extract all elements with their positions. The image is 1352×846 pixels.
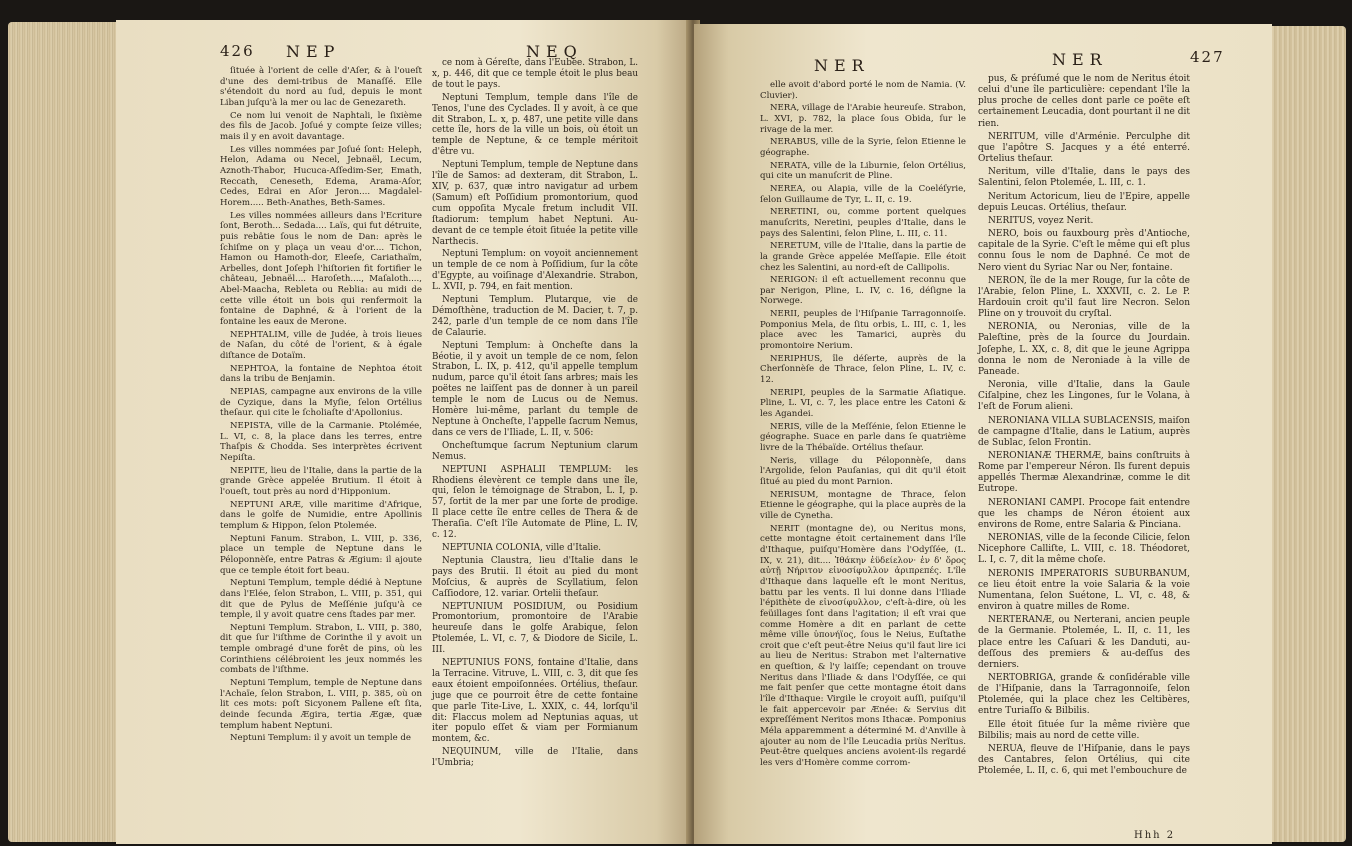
- paragraph: ſituée à l'orient de celle d'Aſer, & à l'oueſt d'une des demi-tribus de Manaſſé. Elle s'étendoit du nord au ſud, depuis le mont Liban juſqu'à la mer ou lac de Genezareth.: [220, 66, 422, 108]
- paragraph: ce nom à Géreſte, dans l'Eubée. Strabon, L. x, p. 446, dit que ce temple étoit le plus beau de tout le pays.: [432, 58, 638, 90]
- paragraph: Neptunia Claustra, lieu d'Italie dans le pays des Brutii. Il étoit au pied du mont Moſcius, & auprès de Scyllatium, ſelon Caſſiodore, 12. variar. Ortelii theſaur.: [432, 555, 638, 599]
- paragraph: NERITUM, ville d'Arménie. Perculphe dit que l'apôtre S. Jacques y a été enterré. Ortelius theſaur.: [978, 131, 1190, 165]
- paragraph: NEPTUNIUS FONS, fontaine d'Italie, dans la Terracine. Vitruve, L. VIII, c. 3, dit que ſes eaux étoient empoiſonnées. Ortélius, theſaur. juge que ce pourroit être de cette fontaine que parle Tite-Live, L. XXIX, c. 44, lorſqu'il dit: Flaccus molem ad Neptunias aquas, ut iter populo eſſet & viam per Formianum montem, &c.: [432, 658, 638, 745]
- paragraph: NERETUM, ville de l'Italie, dans la partie de la grande Grèce appelée Meſſapie. Elle étoit chez les Salentini, au nord-eſt de Callipolis.: [760, 241, 966, 273]
- signature-mark: Hhh 2: [1134, 830, 1176, 841]
- paragraph: NEPTUNI ARÆ, ville maritime d'Afrique, dans le golfe de Numidie, entre Apollinis templum & Hippon, ſelon Ptolemée.: [220, 499, 422, 531]
- right-column-2: [978, 74, 1190, 779]
- paragraph: NERATA, ville de la Liburnie, ſelon Ortélius, qui cite un manuſcrit de Pline.: [760, 160, 966, 182]
- right-page-header-left: NER: [814, 56, 870, 75]
- paragraph: NERONIANI CAMPI. Procope fait entendre que les champs de Néron étoient aux environs de Rome, entre Salaria & Pinciana.: [978, 497, 1190, 530]
- paragraph: NEPHTALIM, ville de Judée, à trois lieues de Naſan, du côté de l'orient, & à égale diſtance de Dotaïm.: [220, 329, 422, 362]
- paragraph: Elle étoit ſituée ſur la même rivière que Bilbilis; mais au nord de cette ville.: [978, 719, 1190, 741]
- paragraph: Neritum, ville d'Italie, dans le pays des Salentini, ſelon Ptolemée, L. III, c. 1.: [978, 167, 1190, 189]
- right-page-number: 427: [1190, 48, 1225, 66]
- paragraph: Oncheſtumque ſacrum Neptunium clarum Nemus.: [432, 440, 638, 462]
- paragraph: NERIT (montagne de), ou Neritus mons, cette montagne étoit certainement dans l'île d'Ithaque, puiſqu'Homère dans l'Odyſſée, (L. IX, v. 21), dit.... Ἰθάκην ἐϋδείελον· ἐν δ' ὄρος αὐτῇ Νήριτον εἰνοσίφυλλον ἀριπρεπές. L'île d'Ithaque dans laquelle eſt le mont Neritus, battu par les vents. Il lui donne dans l'Iliade l'épithète de εἰνοσίφυλλον, c'eſt-à-dire, où les feüillages ſont dans l'agitation; il eſt vrai que comme Homère a dit en parlant de cette même ville ὑπονήϊος, ſous le Neius, Euſtathe croit que c'eſt peut-être Neius qu'il faut lire ici au lieu de Neritus: Strabon met l'alternative en queſtion, & l'y laiſſe; cependant on trouve Neritus dans l'Iliade & dans l'Odyſſée, ce qui me fait penſer que cette montagne étoit dans l'île d'Ithaque: Virgile le croyoit auſſi, puiſqu'il le fait appercevoir par Ænée: & Servius dit expreſſément Neritos mons Ithacæ. Pomponius Méla apparemment a déterminé M. d'Anville à ajouter au nom de l'île Leucadia priùs Nerĭtus. Peut-être quelques anciens avoient-ils regardé les vers d'Homère comme corrom-: [760, 523, 966, 769]
- left-page: [116, 20, 691, 844]
- paragraph: NERONIANA VILLA SUBLACENSIS, maiſon de campagne d'Italie, dans le Latium, auprès de Sublac, ſelon Frontin.: [978, 415, 1190, 448]
- paragraph: NEPTUNI ASPHALII TEMPLUM: les Rhodiens élevèrent ce temple dans une île, qui, ſelon le témoignage de Strabon, L. I, p. 57, ſortit de la mer par une ſorte de prodige. Il place cette île entre celles de Thera & de Theraſia. C'eſt l'île Automate de Pline, L. IV, c. 12.: [432, 464, 638, 541]
- paragraph: NERA, village de l'Arabie heureuſe. Strabon, L. XVI, p. 782, la place ſous Obida, ſur le rivage de la mer.: [760, 103, 966, 135]
- paragraph: NERII, peuples de l'Hiſpanie Tarragonnoiſe. Pomponius Mela, de ſitu orbis, L. III, c. 1, les place avec les Tamarici, auprès du promontoire Nerium.: [760, 309, 966, 352]
- paragraph: Neptuni Templum. Plutarque, vie de Démoſthène, traduction de M. Dacier, t. 7, p. 242, parle d'un temple de ce nom dans l'île de Calaurie.: [432, 295, 638, 338]
- paragraph: NERTERANÆ, ou Nerterani, ancien peuple de la Germanie. Ptolemée, L. II, c. 11, les place entre les Caſuari & les Danduti, au-deſſous des premiers & au-deſſus des derniers.: [978, 615, 1190, 670]
- paragraph: NERISUM, montagne de Thrace, ſelon Etienne le géographe, qui la place auprès de la ville de Cynetha.: [760, 489, 966, 521]
- paragraph: Neptuni Templum: on voyoit anciennement un temple de ce nom à Poſſidium, ſur la côte d'Egypte, au voiſinage d'Alexandrie. Strabon, L. XVII, p. 794, en fait mention.: [432, 249, 638, 293]
- paragraph: Neronia, ville d'Italie, dans la Gaule Ciſalpine, chez les Lingones, ſur le Volana, à l'eſt de Forum alieni.: [978, 380, 1190, 413]
- left-column-1: [220, 66, 422, 746]
- paragraph: Ce nom lui venoit de Naphtali, le ſixième des fils de Jacob. Joſué y compte ſeize villes; mais il y en avoit davantage.: [220, 110, 422, 142]
- paragraph: NEPTUNIA COLONIA, ville d'Italie.: [442, 542, 602, 553]
- paragraph: NEPISTA, ville de la Carmanie. Ptolémée, L. VI, c. 8, la place dans les terres, entre Thaſpis & Chodda. Ses interprètes écrivent Nepiſta.: [220, 421, 422, 463]
- paragraph: NERONIANÆ THERMÆ, bains conſtruits à Rome par l'empereur Néron. Ils furent depuis appellés Thermæ Alexandrinæ, comme le dit Eutrope.: [978, 451, 1190, 495]
- left-page-edges: [8, 22, 126, 842]
- right-page: [694, 24, 1272, 844]
- right-page-edges: [1266, 26, 1346, 842]
- paragraph: NERITUS, voyez Nerit.: [988, 215, 1094, 226]
- paragraph: NERONIS IMPERATORIS SUBURBANUM, ce lieu étoit entre la voie Salaria & la voie Numentana, ſelon Suétone, L. VI, c. 48, & environ à quatre milles de Rome.: [978, 568, 1190, 613]
- paragraph: NEPITE, lieu de l'Italie, dans la partie de la grande Grèce appelée Brutium. Il étoit à l'oueſt, tout près au nord d'Hipponium.: [220, 465, 422, 497]
- paragraph: Neptuni Templum, temple dédié à Neptune dans l'Elée, ſelon Strabon, L. VIII, p. 351, qui dit que de Pylus de Meſſénie juſqu'à ce temple, il y avoit quatre cens ſtades par mer.: [220, 578, 422, 621]
- paragraph: NERETINI, ou, comme portent quelques manuſcrits, Neretini, peuples d'Italie, dans le pays des Salentini, ſelon Pline, L. III, c. 11.: [760, 207, 966, 239]
- paragraph: NERTOBRIGA, grande & conſidérable ville de l'Hiſpanie, dans la Tarragonnoiſe, ſelon Ptolemée, qui la place chez les Celtibères, entre Turiaſſo & Bilbilis.: [978, 672, 1190, 717]
- paragraph: Neris, village du Péloponnèſe, dans l'Argolide, ſelon Pauſanias, qui dit qu'il étoit ſitué au pied du mont Parnion.: [760, 455, 966, 487]
- paragraph: Neptuni Fanum. Strabon, L. VIII, p. 336, place un temple de Neptune dans le Péloponnèſe, entre Patras & Ægium: il ajoute que ce temple étoit fort beau.: [220, 533, 422, 576]
- left-page-header-right: NEQ: [526, 42, 583, 61]
- paragraph: Les villes nommées ailleurs dans l'Ecriture ſont, Beroth... Sedada.... Laïs, qui fut détruite, puis rebâtie ſous le nom de Dan: après le ſchiſme on y plaça un veau d'or.... Tichon, Hamon ou Hamoth-dor, Eleeſe, Cariathaïm, Arbelles, dont Joſeph l'hiſtorien fit fortifier le château, Jebnaël.... Haroſeth...., Maſaloth...., Abel-Maacha, Rebleta ou Reblia: au midi de cette ville étoit un bois qui renfermoit la fontaine de Daphné, & à l'orient de la fontaine les eaux de Merone.: [220, 210, 422, 328]
- paragraph: Neptuni Templum, temple de Neptune dans l'Achaïe, ſelon Strabon, L. VIII, p. 385, où on lit ces mots: poſt Sicyonem Pallene eſt ſita, deinde ſecunda Ægira, tertia Ægæ, quæ templum habent Neptuni.: [220, 678, 422, 731]
- right-column-1: [760, 80, 966, 771]
- paragraph: elle avoit d'abord porté le nom de Namia. (V. Cluvier).: [760, 80, 966, 101]
- left-column-2: [432, 58, 638, 771]
- paragraph: NEPHTOA, la fontaine de Nephtoa étoit dans la tribu de Benjamin.: [220, 363, 422, 385]
- left-page-number: 426: [220, 42, 255, 60]
- left-page-header: NEP: [286, 42, 341, 61]
- paragraph: NEREA, ou Alapia, ville de la Coeléſyrie, ſelon Guillaume de Tyr, L. II, c. 19.: [760, 183, 966, 205]
- paragraph: NERON, île de la mer Rouge, ſur la côte de l'Arabie, ſelon Pline, L. XXXVII, c. 2. Le P. Hardouin croit qu'il faut lire Necron. Selon Pline on y trouvoit du cryſtal.: [978, 275, 1190, 320]
- paragraph: NERONIA, ou Neronias, ville de la Paleſtine, près de la ſource du Jourdain. Joſephe, L. XX, c. 8, dit que le jeune Agrippa donna le nom de Neroniade à la ville de Paneade.: [978, 322, 1190, 377]
- paragraph: NEQUINUM, ville de l'Italie, dans l'Umbria;: [432, 747, 638, 769]
- paragraph: Neptuni Templum, temple de Neptune dans l'île de Samos: ad dexteram, dit Strabon, L. XIV, p. 637, quæ intro navigatur ad urbem (Samum) eſt Poſſidium promontorium, quod cum oppoſita Mycale fretum includit VII. ſtadiorum: templum habet Neptuni. Au-devant de ce temple étoit ſituée la petite ville Narthecis.: [432, 160, 638, 247]
- paragraph: NERUA, fleuve de l'Hiſpanie, dans le pays des Cantabres, ſelon Ortélius, qui cite Ptolemée, L. II, c. 6, qui met l'embouchure de: [978, 743, 1190, 777]
- paragraph: pus, & préſumé que le nom de Neritus étoit celui d'une île particulière: cependant l'île la plus proche de celles dont parle ce poëte eſt certainement Leucadia, dont pourtant il ne dit rien.: [978, 74, 1190, 129]
- paragraph: NEPIAS, campagne aux environs de la ville de Cyzique, dans la Myſie, ſelon Ortélius theſaur. qui cite le ſcholiaſte d'Apollonius.: [220, 387, 422, 419]
- paragraph: Neritum Actoricum, lieu de l'Epire, appelle depuis Leucas. Ortélius, theſaur.: [978, 191, 1190, 213]
- paragraph: NERONIAS, ville de la ſeconde Cilicie, ſelon Nicephore Calliſte, L. VIII, c. 18. Théodoret, L. I, c. 7, dit la même choſe.: [978, 533, 1190, 566]
- paragraph: Neptuni Templum. Strabon, L. VIII, p. 380, dit que ſur l'iſthme de Corinthe il y avoit un temple ombragé d'une forêt de pins, où les Corinthiens célébroient les jeux nommés les combats de l'iſthme.: [220, 622, 422, 676]
- paragraph: NERIPHUS, île déſerte, auprès de la Cherſonnèſe de Thrace, ſelon Pline, L. IV, c. 12.: [760, 353, 966, 386]
- paragraph: NERABUS, ville de la Syrie, ſelon Etienne le géographe.: [760, 137, 966, 158]
- paragraph: Les villes nommées par Joſué ſont: Heleph, Helon, Adama ou Necel, Jebnaël, Lecum, Aznoth-Thabor, Hucuca-Aſſedim-Ser, Emath, Reccath, Ceneseth, Edema, Arama-Aſor, Cedes, Edrai en Aſor Jeron.... Magdalel-Horem..... Beth-Anathes, Beth-Sames.: [220, 144, 422, 208]
- paragraph: NERIS, ville de la Meſſénie, ſelon Etienne le géographe. Suace en parle dans ſe quatrième livre de la Thébaïde. Ortélius theſaur.: [760, 421, 966, 453]
- paragraph: Neptuni Templum: il y avoit un temple de: [230, 733, 412, 744]
- right-page-header-right: NER: [1052, 50, 1108, 69]
- paragraph: NEPTUNIUM POSIDIUM, ou Posidium Promontorium, promontoire de l'Arabie heureuſe dans le golfe Arabique, ſelon Ptolemée, L. VI, c. 7, & Diodore de Sicile, L. III.: [432, 601, 638, 656]
- background: [0, 0, 1352, 22]
- paragraph: Neptuni Templum: à Oncheſte dans la Béotie, il y avoit un temple de ce nom, ſelon Strabon, L. IX, p. 412, qu'il appelle templum nudum, parce qu'il étoit ſans arbres; mais les poëtes ne laiſſent pas de donner à un pareil temple le nom de Lucus ou de Nemus. Homère lui-même, parlant du temple de Neptune à Oncheſte, l'appelle ſacrum Nemus, dans ce vers de l'Iliade, L. II, v. 506:: [432, 340, 638, 438]
- paragraph: NERIPI, peuples de la Sarmatie Aſiatique. Pline, L. VI, c. 7, les place entre les Catoni & les Agandei.: [760, 387, 966, 420]
- paragraph: NERO, bois ou fauxbourg près d'Antioche, capitale de la Syrie. C'eſt le même qui eſt plus connu ſous le nom de Daphné. Ce mot de Nero vient du Syriac Nar ou Ner, fontaine.: [978, 229, 1190, 273]
- paragraph: NERIGON: il eſt actuellement reconnu que par Nerigon, Pline, L. IV, c. 16, déſigne la Norwege.: [760, 275, 966, 307]
- paragraph: Neptuni Templum, temple dans l'île de Tenos, l'une des Cyclades. Il y avoit, à ce que dit Strabon, L. x, p. 487, une petite ville dans cette île, hors de la ville un bois, où étoit un temple de Neptune, & ce temple méritoit d'être vu.: [432, 92, 638, 158]
